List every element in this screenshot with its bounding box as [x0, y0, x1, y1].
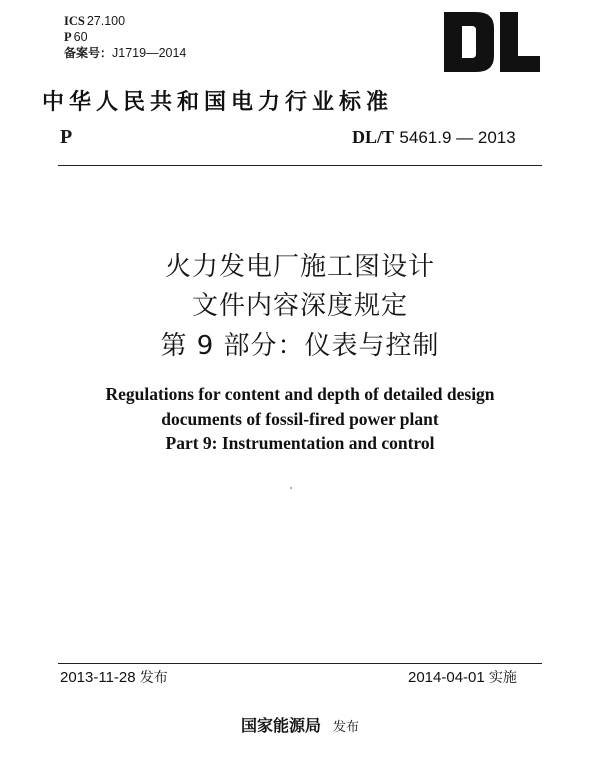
effective-date-line [408, 667, 517, 687]
p-label: P [64, 30, 72, 44]
cn-title-line-2: 文件内容深度规定 [191, 291, 408, 321]
publisher-action: 发布 [333, 720, 360, 735]
issue-date: 2013-11-28 [60, 669, 136, 686]
cn-title-line-3: 第 9 部分：仪表与控制 [160, 331, 440, 361]
dl-logo [442, 8, 542, 76]
scan-speck [290, 487, 292, 489]
p-value: 60 [73, 30, 88, 44]
effective-date: 2014-04-01 [408, 669, 485, 686]
en-title-line-2: documents of fossil-fired power plant [161, 409, 439, 429]
standard-number-value: 5461.9 — 2013 [399, 128, 516, 147]
cn-title-line-1: 火力发电厂施工图设计 [164, 252, 435, 282]
record-value: J1719—2014 [112, 46, 187, 60]
issue-label: 发布 [139, 670, 168, 686]
top-divider [58, 165, 542, 166]
industry-standard-title: 中华人民共和国电力行业标准 [42, 89, 394, 115]
ics-label: ICS [64, 14, 85, 28]
publisher-agency: 国家能源局 [240, 716, 321, 735]
bottom-divider [58, 663, 542, 664]
record-number [64, 45, 186, 61]
effective-label: 实施 [488, 670, 517, 686]
classification-code: P [60, 126, 73, 148]
record-label: 备案号： [64, 46, 113, 60]
p-code [64, 29, 88, 45]
standard-number [352, 127, 516, 148]
issue-date-line [60, 667, 168, 687]
en-title-line-3: Part 9: Instrumentation and control [165, 433, 435, 453]
ics-code [64, 13, 125, 29]
publisher-line [0, 713, 600, 736]
standard-prefix: DL/T [352, 127, 395, 147]
en-title-line-1: Regulations for content and depth of detailed design [105, 384, 495, 404]
ics-value: 27.100 [86, 14, 126, 28]
